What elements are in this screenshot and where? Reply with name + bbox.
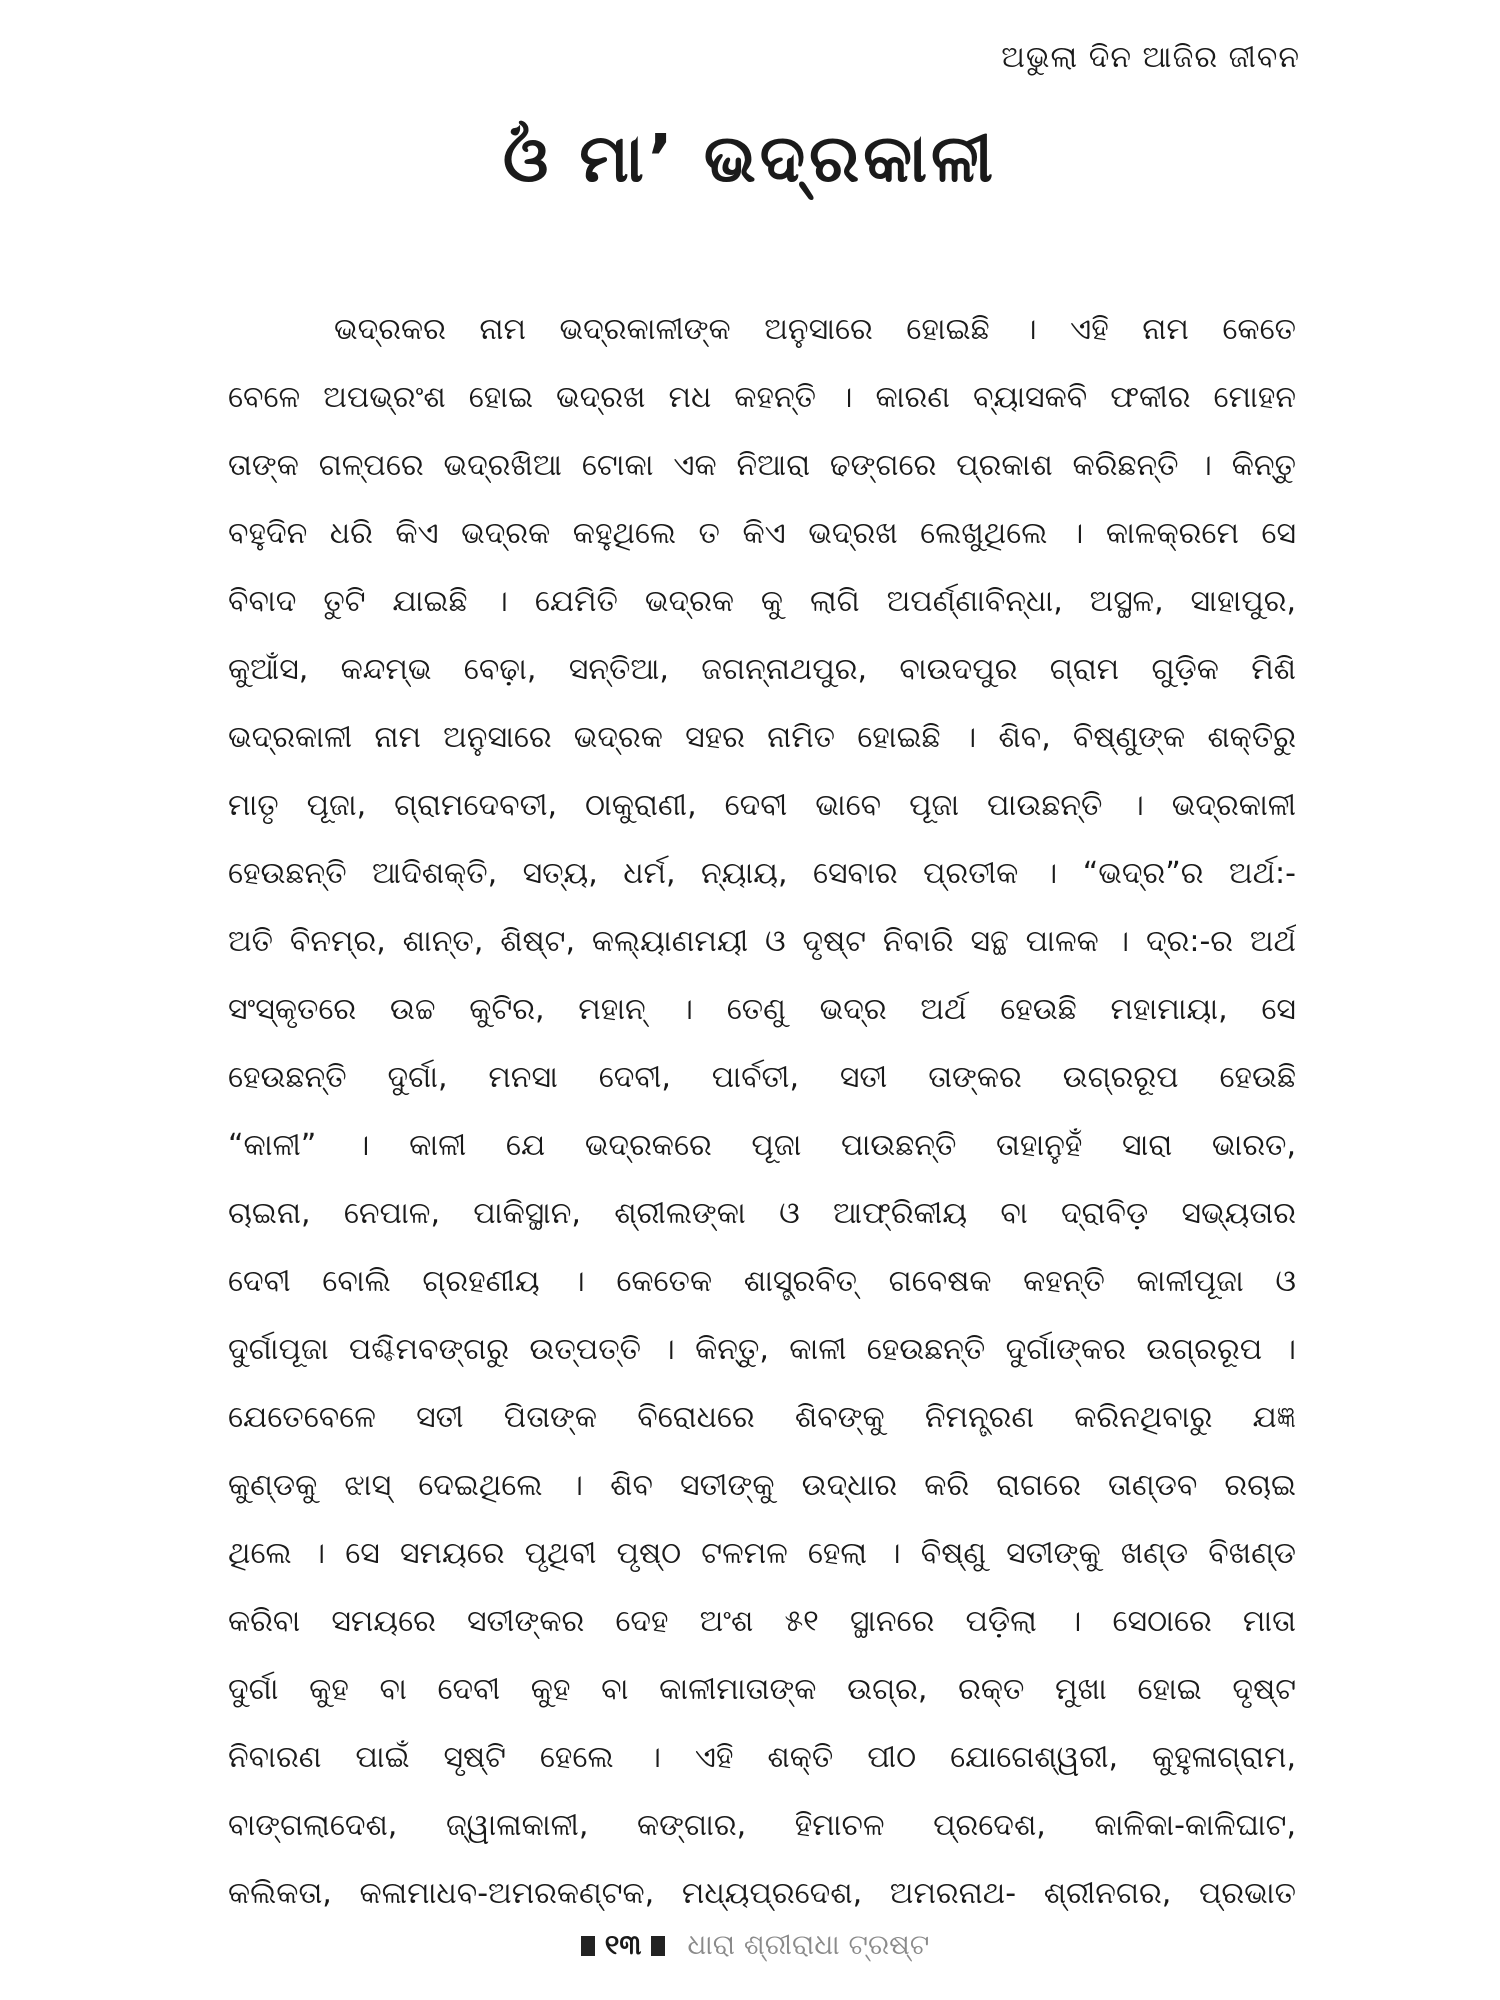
text-line: କରିବା ସମୟରେ ସତୀଙ୍କର ଦେହ ଅଂଶ ୫୧ ସ୍ଥାନରେ ପଡ଼ିଲା । ସେଠାରେ ମାତା [228, 1604, 1296, 1639]
text-line: ଦେବୀ ବୋଲି ଗ୍ରହଣୀୟ । କେତେକ ଶାସ୍ତ୍ରବିତ୍ ଗବେଷକ କହନ୍ତି କାଳୀପୂଜା ଓ [228, 1264, 1296, 1299]
article-body [228, 296, 1296, 1928]
page-title: ଓଁ ମା’ ଭଦ୍ରକାଳୀ [502, 120, 998, 197]
text-line: କଲିକତା, କଳାମାଧବ-ଅମରକଣ୍ଟକ, ମଧ୍ୟପ୍ରଦେଶ, ଅମରନାଥ- ଶ୍ରୀନଗର, ପ୍ରଭାତ [228, 1876, 1296, 1911]
text-line: ସଂସ୍କୃତରେ ଉଚ୍ଚ କୁଟିର, ମହାନ୍ । ତେଣୁ ଭଦ୍ର ଅର୍ଥ ହେଉଛି ମହାମାୟା, ସେ [228, 992, 1296, 1027]
text-line: ଅତି ବିନମ୍ର, ଶାନ୍ତ, ଶିଷ୍ଟ, କଲ୍ୟାଣମୟୀ ଓ ଦୃଷ୍ଟ ନିବାରି ସନ୍ଥ ପାଳକ । ଦ୍ର:-ର ଅର୍ଥ [228, 924, 1296, 959]
text-line: ଯେତେବେଳେ ସତୀ ପିତାଙ୍କ ବିରୋଧରେ ଶିବଙ୍କୁ ନିମନ୍ତ୍ରଣ କରିନଥିବାରୁ ଯଜ୍ଞ [228, 1400, 1296, 1435]
text-line: ନିବାରଣ ପାଇଁ ସୃଷ୍ଟି ହେଲେ । ଏହି ଶକ୍ତି ପୀଠ ଯୋଗେଶ୍ୱରୀ, କୁହୁଳାଗ୍ରାମ, [228, 1740, 1296, 1775]
text-line: ଥିଲେ । ସେ ସମୟରେ ପୃଥିବୀ ପୃଷ୍ଠ ଟଳମଳ ହେଲା । ବିଷ୍ଣୁ ସତୀଙ୍କୁ ଖଣ୍ଡ ବିଖଣ୍ଡ [228, 1536, 1296, 1571]
text-line: ଭଦ୍ରକାଳୀ ନାମ ଅନୁସାରେ ଭଦ୍ରକ ସହର ନାମିତ ହୋଇଛି । ଶିବ, ବିଷ୍ଣୁଙ୍କ ଶକ୍ତିରୁ [228, 720, 1296, 755]
text-line: ମାତୃ ପୂଜା, ଗ୍ରାମଦେବତୀ, ଠାକୁରାଣୀ, ଦେବୀ ଭାବେ ପୂଜା ପାଉଛନ୍ତି । ଭଦ୍ରକାଳୀ [228, 788, 1296, 823]
text-line: କୁଣ୍ଡକୁ ଝାସ୍ ଦେଇଥିଲେ । ଶିବ ସତୀଙ୍କୁ ଉଦ୍ଧାର କରି ରାଗରେ ତାଣ୍ଡବ ରଚାଇ [228, 1468, 1296, 1503]
text-line: ଚାଇନା, ନେପାଳ, ପାକିସ୍ଥାନ, ଶ୍ରୀଲଙ୍କା ଓ ଆଫ୍ରିକୀୟ ବା ଦ୍ରାବିଡ଼ ସଭ୍ୟତାର [228, 1196, 1296, 1231]
text-line: ବହୁଦିନ ଧରି କିଏ ଭଦ୍ରକ କହୁଥିଲେ ତ କିଏ ଭଦ୍ରଖ ଲେଖୁଥିଲେ । କାଳକ୍ରମେ ସେ [228, 516, 1296, 551]
text-line: ତାଙ୍କ ଗଳ୍ପରେ ଭଦ୍ରଖିଆ ଟୋକା ଏକ ନିଆରା ଢଙ୍ଗରେ ପ୍ରକାଶ କରିଛନ୍ତି । କିନ୍ତୁ [228, 448, 1296, 483]
running-head: ଅଭୁଲା ଦିନ ଆଜିର ଜୀବନ [1001, 40, 1300, 75]
text-line: ଭଦ୍ରକର ନାମ ଭଦ୍ରକାଳୀଙ୍କ ଅନୁସାରେ ହୋଇଛି । ଏହି ନାମ କେତେ [334, 312, 1296, 347]
publisher-name: ଧାରା ଶ୍ରୀରାଧା ଟ୍ରଷ୍ଟ [687, 1928, 930, 1961]
text-line: “କାଳୀ” । କାଳୀ ଯେ ଭଦ୍ରକରେ ପୂଜା ପାଉଛନ୍ତି ତାହାନୁହଁ ସାରା ଭାରତ, [228, 1128, 1296, 1163]
text-line: ଦୁର୍ଗା କୁହ ବା ଦେବୀ କୁହ ବା କାଳୀମାତାଙ୍କ ଉଗ୍ର, ରକ୍ତ ମୁଖା ହୋଇ ଦୃଷ୍ଟ [228, 1672, 1296, 1707]
text-line: କୁଆଁସ, କନ୍ଦମ୍ଭ ବେଢ଼ା, ସନ୍ତିଆ, ଜଗନ୍ନାଥପୁର, ବାଉଦପୁର ଗ୍ରାମ ଗୁଡ଼ିକ ମିଶି [228, 652, 1296, 687]
page-number: ୧୩ [604, 1928, 642, 1961]
text-line: ବାଙ୍ଗଲାଦେଶ, ଜ୍ୱାଳାକାଳୀ, କଙ୍ଗାର, ହିମାଚଳ ପ୍ରଦେଶ, କାଳିକା-କାଳିଘାଟ, [228, 1808, 1296, 1843]
text-line: ଦୁର୍ଗାପୂଜା ପଶ୍ଚିମବଙ୍ଗରୁ ଉତ୍ପତ୍ତି । କିନ୍ତୁ, କାଳୀ ହେଉଛନ୍ତି ଦୁର୍ଗାଙ୍କର ଉଗ୍ରରୂପ । [228, 1332, 1296, 1367]
footer-square-left [581, 1936, 595, 1956]
text-line: ହେଉଛନ୍ତି ଆଦିଶକ୍ତି, ସତ୍ୟ, ଧର୍ମ, ନ୍ୟାୟ, ସେବାର ପ୍ରତୀକ । “ଭଦ୍ର”ର ଅର୍ଥ:- [228, 856, 1296, 891]
text-line: ବେଳେ ଅପଭ୍ରଂଶ ହୋଇ ଭଦ୍ରଖ ମଧ କହନ୍ତି । କାରଣ ବ୍ୟାସକବି ଫକୀର ମୋହନ [228, 380, 1296, 415]
footer-square-right [651, 1936, 665, 1956]
page-footer [0, 1928, 1500, 1962]
text-line: ହେଉଛନ୍ତି ଦୁର୍ଗା, ମନସା ଦେବୀ, ପାର୍ବତୀ, ସତୀ ତାଙ୍କର ଉଗ୍ରରୂପ ହେଉଛି [228, 1060, 1296, 1095]
text-line: ବିବାଦ ତୁଟି ଯାଇଛି । ଯେମିତି ଭଦ୍ରକ କୁ ଲାଗି ଅପର୍ଣ୍ଣାବିନ୍ଧା, ଅସ୍ଥଳ, ସାହାପୁର, [228, 584, 1296, 619]
